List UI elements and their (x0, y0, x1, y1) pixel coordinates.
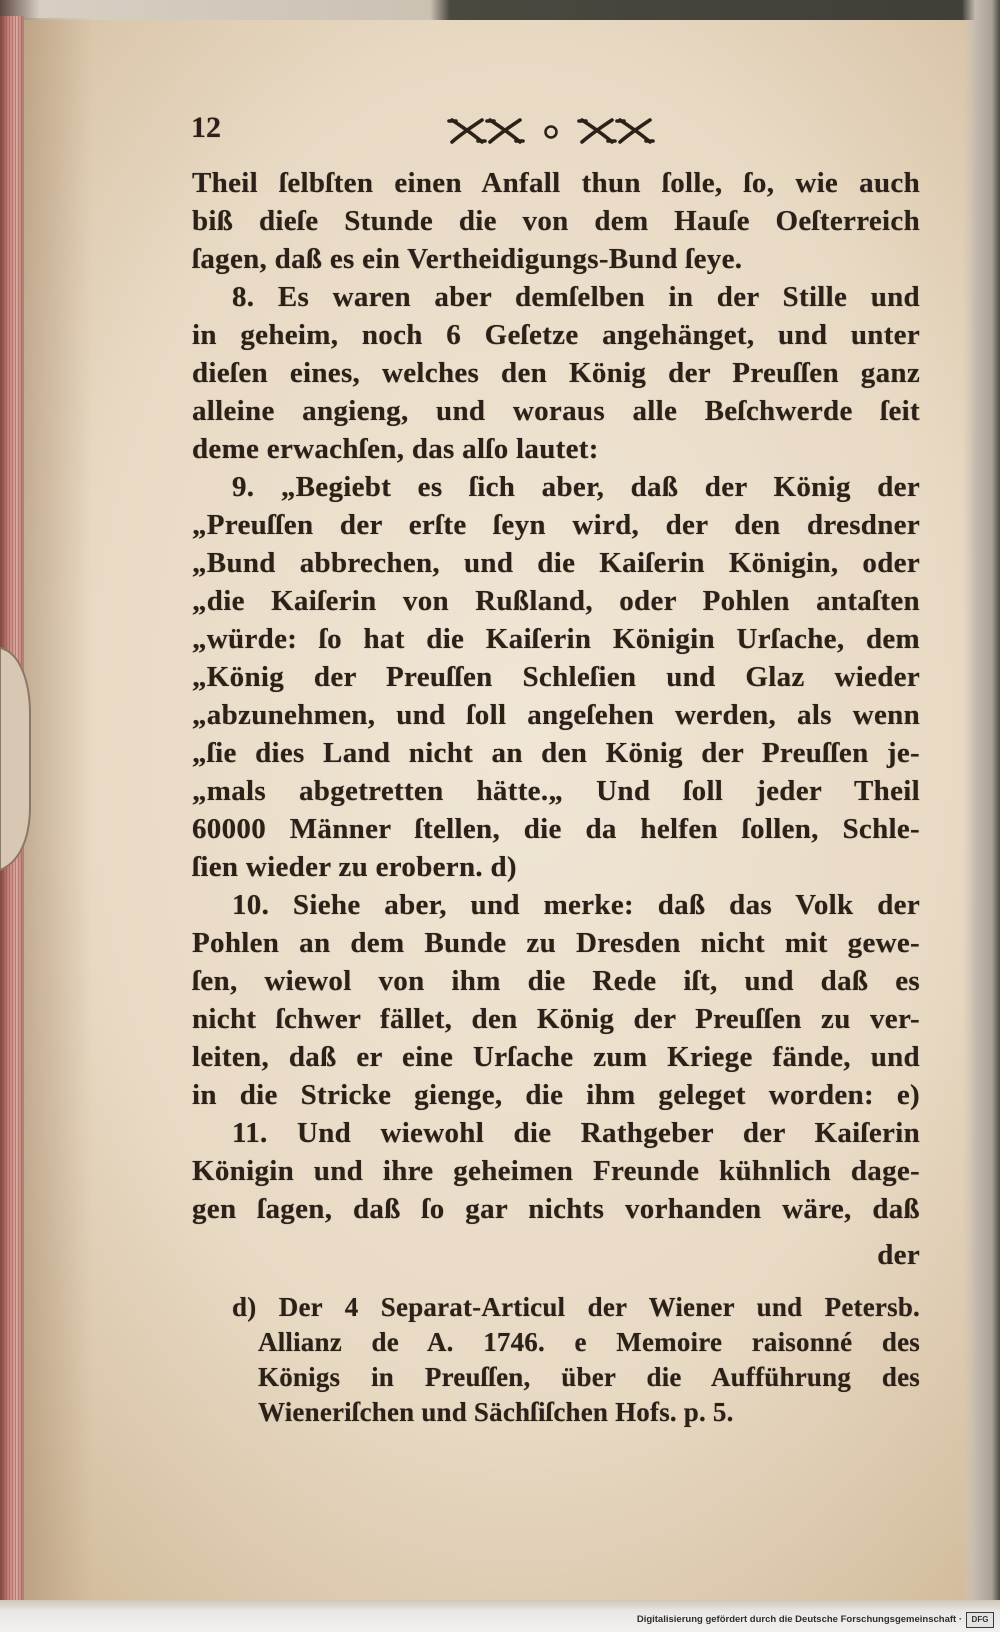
text-line: 60000 Männer ſtellen, die da helfen ſollen, Schle- (192, 813, 920, 845)
body-text (192, 164, 920, 1274)
text-line: „mals abgetretten hätte.„ Und ſoll jeder Theil (192, 775, 920, 807)
ornament-cross-right-1 (579, 120, 615, 142)
dfg-logo: DFG (966, 1612, 994, 1628)
gutter-shadow (962, 0, 1000, 1604)
paragraph-start-line: 11. Und wiewohl die Rathgeber der Kaiſerin (232, 1117, 920, 1149)
footnote-line: d) Der 4 Separat-Articul der Wiener und Petersb. (232, 1292, 920, 1322)
text-line: Theil ſelbſten einen Anfall thun ſolle, ſo, wie auch (192, 167, 920, 199)
text-line: in geheim, noch 6 Geſetze angehänget, und unter (192, 319, 920, 351)
paragraph-start-line: 10. Siehe aber, und merke: daß das Volk der (232, 889, 920, 921)
paragraph-start-line: 9. „Begiebt es ſich aber, daß der König der (232, 471, 920, 503)
text-line: ſagen, daß es ein Vertheidigungs-Bund ſeye. (192, 243, 743, 275)
bookmark-tab (0, 648, 30, 870)
text-line: „König der Preuſſen Schleſien und Glaz wieder (192, 661, 920, 693)
text-line: gen ſagen, daß ſo gar nichts vorhanden wäre, daß (192, 1193, 920, 1225)
printer-ornament-icon (447, 112, 655, 148)
catchword: der (877, 1239, 920, 1271)
text-line: „Bund abbrechen, und die Kaiſerin Königin, oder (192, 547, 920, 579)
footnote-line: Königs in Preuſſen, über die Aufführung des (258, 1362, 920, 1392)
text-line: nicht ſchwer fället, den König der Preuſſen zu ver- (192, 1003, 920, 1035)
text-line: „ſie dies Land nicht an den König der Preuſſen je- (192, 737, 920, 769)
top-cover-band (0, 0, 1000, 20)
text-line: „abzunehmen, und ſoll angeſehen werden, als wenn (192, 699, 920, 731)
text-line: deme erwachſen, das alſo lautet: (192, 433, 599, 465)
text-line: in die Stricke gienge, die ihm geleget worden: e) (192, 1079, 920, 1111)
text-line: „würde: ſo hat die Kaiſerin Königin Urſache, dem (192, 623, 920, 655)
text-line: ſien wieder zu erobern. d) (192, 851, 517, 883)
text-line: biß dieſe Stunde die von dem Hauſe Oeſterreich (192, 205, 920, 237)
text-line: alleine angieng, und woraus alle Beſchwerde ſeit (192, 395, 920, 427)
footnotes (192, 1290, 920, 1430)
ornament-cross-right-2 (617, 120, 653, 142)
footnote-line: Wieneriſchen und Sächſiſchen Hofs. p. 5. (258, 1397, 734, 1427)
page-number: 12 (191, 111, 221, 144)
paragraph-start-line: 8. Es waren aber demſelben in der Stille und (232, 281, 920, 313)
ornament-cross-left-1 (449, 120, 485, 142)
ornament-cross-left-2 (487, 120, 523, 142)
page-left-shadow (22, 18, 92, 1600)
text-line: „Preuſſen der erſte ſeyn wird, der den dresdner (192, 509, 920, 541)
text-line: Königin und ihre geheimen Freunde kühnlich dage- (192, 1155, 920, 1187)
ornament-center-circle (546, 127, 557, 138)
text-line: dieſen eines, welches den König der Preuſſen ganz (192, 357, 920, 389)
text-line: „die Kaiſerin von Rußland, oder Pohlen antaſten (192, 585, 920, 617)
text-line: Pohlen an dem Bunde zu Dresden nicht mit gewe- (192, 927, 920, 959)
text-line: ſen, wiewol von ihm die Rede iſt, und daß es (192, 965, 920, 997)
digitization-credit: Digitalisierung gefördert durch die Deutsche Forschungsgemeinschaft · (636, 1614, 962, 1625)
text-line: leiten, daß er eine Urſache zum Kriege fände, und (192, 1041, 920, 1073)
footnote-line: Allianz de A. 1746. e Memoire raisonné des (258, 1327, 920, 1357)
